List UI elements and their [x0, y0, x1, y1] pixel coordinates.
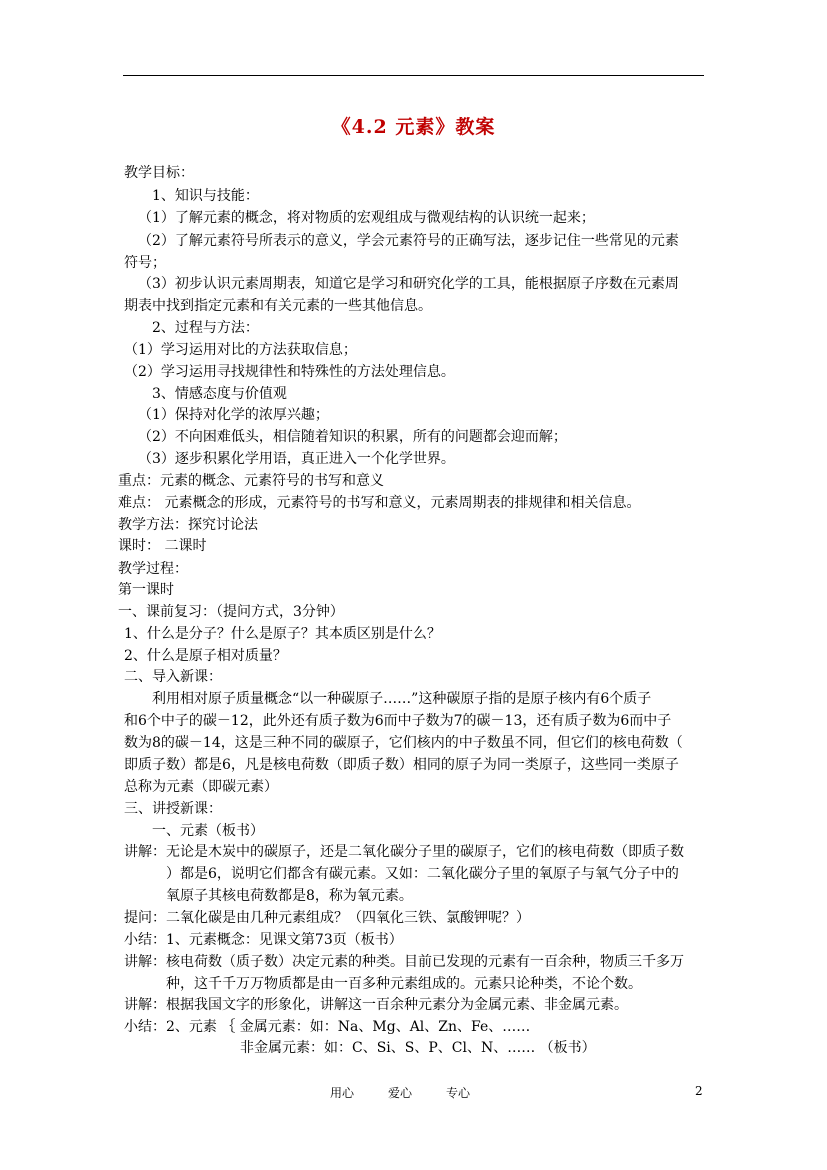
- text-line: 讲解：核电荷数（质子数）决定元素的种类。目前已发现的元素有一百余种，物质三千多万: [124, 954, 684, 970]
- text-line: （1）了解元素的概念，将对物质的宏观组成与微观结构的认识统一起来；: [138, 210, 595, 226]
- text-line: 难点： 元素概念的形成，元素符号的书写和意义，元素周期表的排规律和相关信息。: [118, 495, 641, 511]
- text-line: 小结：1、元素概念：见课文第73页（板书）: [124, 932, 403, 948]
- text-line: 2、什么是原子相对质量？: [124, 648, 287, 664]
- text-line: （1）学习运用对比的方法获取信息；: [124, 342, 357, 358]
- text-line: 和6个中子的碳－12，此外还有质子数为6而中子数为7的碳－13，还有质子数为6而中子: [124, 713, 672, 729]
- text-line: 第一课时: [118, 582, 174, 598]
- footer-left: 用心: [330, 1086, 355, 1100]
- text-line: 总称为元素（即碳元素）: [124, 779, 278, 795]
- page-number: 2: [695, 1084, 703, 1098]
- text-line: 利用相对原子质量概念“以一种碳原子……”这种碳原子指的是原子核内有6个质子: [152, 691, 652, 707]
- text-line: （3）逐步积累化学用语，真正进入一个化学世界。: [138, 451, 455, 467]
- text-line: 3、情感态度与价值观: [152, 386, 287, 402]
- text-line: 一、课前复习：（提问方式，3分钟）: [118, 604, 344, 620]
- text-line: 非金属元素：如：C、Si、S、P、Cl、N、…… （板书）: [240, 1040, 596, 1056]
- page-title: 《4.2 元素》教案: [331, 116, 496, 138]
- text-line: 氧原子其核电荷数都是8，称为氧元素。: [166, 888, 413, 904]
- header-rule: [123, 75, 704, 76]
- text-line: 三、讲授新课：: [124, 801, 222, 817]
- text-line: 1、知识与技能：: [152, 188, 259, 204]
- text-line: 种，这千千万万物质都是由一百多种元素组成的。元素只论种类，不论个数。: [166, 976, 642, 992]
- text-line: （2）不向困难低头，相信随着知识的积累，所有的问题都会迎而解；: [138, 429, 567, 445]
- text-line: 教学目标：: [124, 165, 194, 181]
- text-line: ）都是6，说明它们都含有碳元素。又如：二氧化碳分子里的氧原子与氧气分子中的: [166, 866, 679, 882]
- footer-right: 专心: [446, 1086, 471, 1100]
- text-line: 二、导入新课：: [124, 669, 222, 685]
- text-line: 即质子数）都是6，凡是核电荷数（即质子数）相同的原子为同一类原子，这些同一类原子: [124, 757, 679, 773]
- text-line: 一、元素（板书）: [152, 823, 264, 839]
- text-line: （2）学习运用寻找规律性和特殊性的方法处理信息。: [124, 364, 455, 380]
- text-line: （2）了解元素符号所表示的意义，学会元素符号的正确写法，逐步记住一些常见的元素: [138, 233, 679, 249]
- text-line: 小结：2、元素 ｛ 金属元素：如：Na、Mg、Al、Zn、Fe、……: [124, 1019, 531, 1035]
- text-line: （1）保持对化学的浓厚兴趣；: [138, 407, 329, 423]
- text-line: 符号；: [124, 255, 166, 271]
- text-line: 教学方法：探究讨论法: [118, 517, 258, 533]
- text-line: 期表中找到指定元素和有关元素的一些其他信息。: [124, 298, 432, 314]
- text-line: 教学过程：: [118, 561, 188, 577]
- footer-middle: 爱心: [388, 1086, 413, 1100]
- text-line: （3）初步认识元素周期表，知道它是学习和研究化学的工具，能根据原子序数在元素周: [138, 276, 679, 292]
- text-line: 课时： 二课时: [118, 538, 207, 554]
- text-line: 1、什么是分子？什么是原子？其本质区别是什么？: [124, 626, 441, 642]
- text-line: 数为8的碳－14，这是三种不同的碳原子，它们核内的中子数虽不同，但它们的核电荷数（: [124, 735, 683, 751]
- text-line: 讲解：无论是木炭中的碳原子，还是二氧化碳分子里的碳原子，它们的核电荷数（即质子数: [124, 844, 684, 860]
- text-line: 2、过程与方法：: [152, 320, 259, 336]
- text-line: 提问：二氧化碳是由几种元素组成？（四氧化三铁、氯酸钾呢？）: [124, 910, 530, 926]
- text-line: 重点：元素的概念、元素符号的书写和意义: [118, 473, 384, 489]
- text-line: 讲解：根据我国文字的形象化，讲解这一百余种元素分为金属元素、非金属元素。: [124, 997, 628, 1013]
